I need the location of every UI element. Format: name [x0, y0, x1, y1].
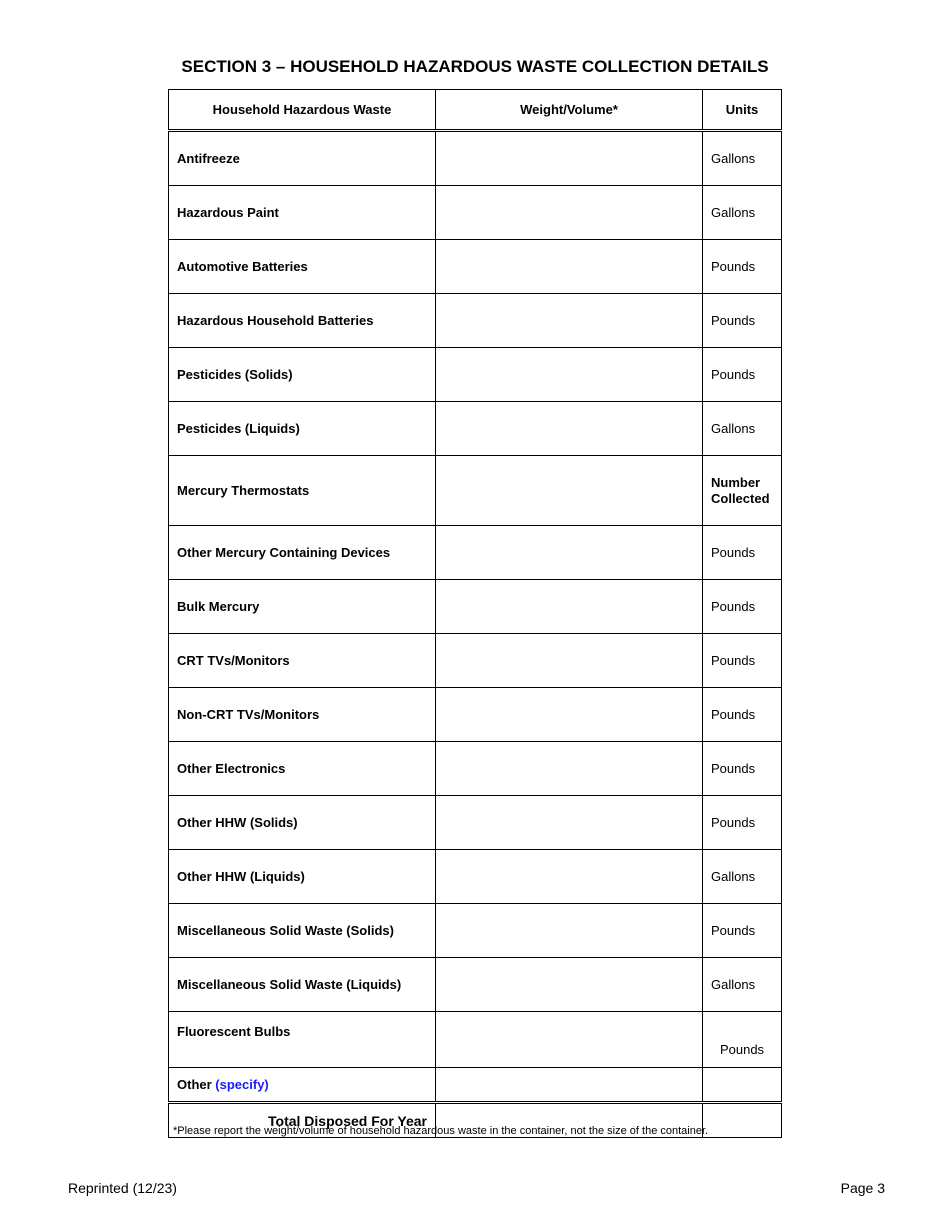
- waste-name: Pesticides (Liquids): [169, 402, 436, 456]
- weight-input-cell[interactable]: [436, 526, 703, 580]
- header-waste: Household Hazardous Waste: [169, 90, 436, 131]
- weight-input-cell[interactable]: [436, 240, 703, 294]
- weight-input-cell[interactable]: [436, 904, 703, 958]
- table-row: [169, 526, 782, 580]
- weight-input-cell[interactable]: [436, 742, 703, 796]
- unit-cell: Pounds: [703, 240, 782, 294]
- table-row: [169, 240, 782, 294]
- specify-label: (specify): [215, 1077, 269, 1092]
- other-weight-input-cell[interactable]: [436, 1068, 703, 1103]
- table-row: [169, 456, 782, 526]
- unit-cell: Gallons: [703, 186, 782, 240]
- weight-input-cell[interactable]: [436, 1012, 703, 1068]
- waste-name: Automotive Batteries: [169, 240, 436, 294]
- unit-cell: Gallons: [703, 402, 782, 456]
- header-units: Units: [703, 90, 782, 131]
- unit-cell: Pounds: [703, 1012, 782, 1068]
- unit-cell: Gallons: [703, 131, 782, 186]
- other-unit-cell[interactable]: [703, 1068, 782, 1103]
- unit-cell: [703, 456, 782, 526]
- weight-input-cell[interactable]: [436, 850, 703, 904]
- unit-cell: Pounds: [703, 294, 782, 348]
- unit-cell: Pounds: [703, 348, 782, 402]
- table-row: [169, 742, 782, 796]
- other-row: [169, 1068, 782, 1103]
- weight-input-cell[interactable]: [436, 294, 703, 348]
- weight-input-cell[interactable]: [436, 958, 703, 1012]
- table-row: [169, 904, 782, 958]
- unit-line: Number: [711, 474, 761, 490]
- page-title: SECTION 3 – HOUSEHOLD HAZARDOUS WASTE COLLECTION DETAILS: [181, 57, 769, 76]
- unit-cell: Gallons: [703, 850, 782, 904]
- waste-name: Other HHW (Solids): [169, 796, 436, 850]
- unit-cell: Pounds: [703, 904, 782, 958]
- table-row: [169, 688, 782, 742]
- weight-input-cell[interactable]: [436, 580, 703, 634]
- header-weight: Weight/Volume*: [436, 90, 703, 131]
- waste-name: Mercury Thermostats: [169, 456, 436, 526]
- waste-name: Bulk Mercury: [169, 580, 436, 634]
- table-row: [169, 402, 782, 456]
- waste-name: Fluorescent Bulbs: [169, 1012, 436, 1068]
- unit-cell: Pounds: [703, 580, 782, 634]
- weight-input-cell[interactable]: [436, 688, 703, 742]
- waste-name: Other Electronics: [169, 742, 436, 796]
- table-row: [169, 348, 782, 402]
- unit-cell: Pounds: [703, 526, 782, 580]
- waste-name: Non-CRT TVs/Monitors: [169, 688, 436, 742]
- waste-name: Miscellaneous Solid Waste (Solids): [169, 904, 436, 958]
- unit-cell: Pounds: [703, 796, 782, 850]
- total-unit-cell: [703, 1103, 782, 1138]
- unit-cell: Pounds: [703, 742, 782, 796]
- weight-input-cell[interactable]: [436, 456, 703, 526]
- weight-input-cell[interactable]: [436, 796, 703, 850]
- table-row: [169, 1012, 782, 1068]
- weight-input-cell[interactable]: [436, 186, 703, 240]
- table-row: [169, 294, 782, 348]
- waste-name: Antifreeze: [169, 131, 436, 186]
- waste-name: Hazardous Household Batteries: [169, 294, 436, 348]
- weight-input-cell[interactable]: [436, 634, 703, 688]
- footnote: *Please report the weight/volume of household hazardous waste in the container, not the size of the container.: [173, 1125, 709, 1137]
- total-label: Total Disposed For Year: [169, 1103, 436, 1138]
- waste-name: Other HHW (Liquids): [169, 850, 436, 904]
- table-row: [169, 186, 782, 240]
- unit-cell: Gallons: [703, 958, 782, 1012]
- weight-input-cell[interactable]: [436, 348, 703, 402]
- waste-name: CRT TVs/Monitors: [169, 634, 436, 688]
- table-row: [169, 958, 782, 1012]
- table-row: [169, 634, 782, 688]
- table-header-row: [169, 90, 782, 131]
- unit-line: Collected: [711, 490, 770, 506]
- reprint-date: Reprinted (12/23): [68, 1180, 177, 1196]
- table-row: [169, 580, 782, 634]
- weight-input-cell[interactable]: [436, 402, 703, 456]
- other-name-cell[interactable]: [169, 1068, 436, 1103]
- hhw-table: [168, 89, 782, 1138]
- waste-name: Hazardous Paint: [169, 186, 436, 240]
- waste-name: Pesticides (Solids): [169, 348, 436, 402]
- table-row: [169, 850, 782, 904]
- table-row: [169, 131, 782, 186]
- unit-cell: Pounds: [703, 688, 782, 742]
- table-row: [169, 796, 782, 850]
- unit-cell: Pounds: [703, 634, 782, 688]
- waste-name: Miscellaneous Solid Waste (Liquids): [169, 958, 436, 1012]
- page-number: Page 3: [840, 1180, 885, 1196]
- other-label: Other: [177, 1077, 212, 1092]
- weight-input-cell[interactable]: [436, 131, 703, 186]
- waste-name: Other Mercury Containing Devices: [169, 526, 436, 580]
